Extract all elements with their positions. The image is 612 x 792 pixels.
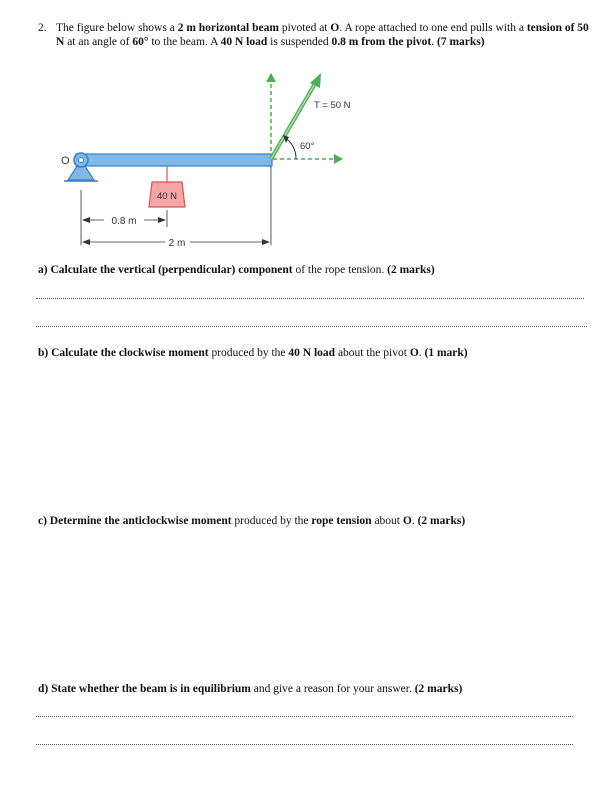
beam <box>76 154 272 166</box>
text-run: b) Calculate the <box>38 347 119 359</box>
text-run: vertical (perpendicular) component <box>118 264 293 276</box>
text-run: (2 marks) <box>414 683 463 695</box>
text-run: O <box>330 22 340 34</box>
vertical-component-arrowhead <box>266 73 276 82</box>
text-run: tension of 50 N <box>56 22 589 48</box>
angle-label: 60° <box>300 141 315 152</box>
part-d-question <box>38 683 462 695</box>
horizontal-component-arrowhead <box>334 154 343 164</box>
part-b-question <box>38 347 468 359</box>
text-run: The figure below shows a <box>56 22 178 34</box>
text-run: about the pivot <box>335 347 410 359</box>
part-d-answer-line-1[interactable] <box>36 716 573 717</box>
part-a-question <box>38 264 435 276</box>
text-run: c) Determine the <box>38 515 123 527</box>
text-run: . A rope attached to one end pulls with a <box>339 22 527 34</box>
load-label: 40 N <box>156 191 178 202</box>
text-run: d) State whether the beam is <box>38 683 181 695</box>
text-run: . <box>411 515 418 527</box>
beam-diagram <box>0 0 612 260</box>
text-run: 60° <box>132 35 149 48</box>
tension-label: T = 50 N <box>314 100 351 111</box>
text-run: a) Calculate the <box>38 264 119 276</box>
dim-2m-label: 2 m <box>168 238 186 249</box>
text-run: about <box>371 515 403 527</box>
question-number: 2. <box>38 22 47 34</box>
dim-2m-arrow-left <box>82 239 90 245</box>
text-run: to the beam. A <box>148 35 221 48</box>
text-run: produced by the <box>208 347 289 359</box>
text-run: produced by the <box>231 515 312 527</box>
text-run: (2 marks) <box>417 515 466 527</box>
dim-08-arrow-left <box>82 217 90 223</box>
text-run: is suspended <box>267 35 332 48</box>
pivot-label: O <box>61 155 70 167</box>
dim-08-arrow-right <box>158 217 166 223</box>
text-run: and give a reason for your answer. <box>250 683 415 695</box>
part-a-answer-line-2[interactable] <box>36 326 587 327</box>
text-run: in equilibrium <box>180 683 251 695</box>
pivot-center <box>79 158 84 163</box>
text-run: 2 m horizontal beam <box>177 22 279 34</box>
text-run: rope tension <box>311 515 372 527</box>
text-run: clockwise moment <box>118 347 209 359</box>
text-run: (1 mark) <box>424 347 468 359</box>
text-run: . <box>431 35 438 48</box>
part-a-answer-line-1[interactable] <box>36 298 584 299</box>
text-run: O <box>402 515 412 527</box>
text-run: 40 N load <box>220 35 268 48</box>
dim-08-label: 0.8 m <box>111 216 137 227</box>
text-run: pivoted at <box>278 22 331 34</box>
text-run: 40 N load <box>288 347 336 359</box>
text-run: (7 marks) <box>437 35 485 48</box>
text-run: . <box>418 347 425 359</box>
part-d-answer-line-2[interactable] <box>36 744 573 745</box>
text-run: O <box>409 347 419 359</box>
part-c-question <box>38 515 465 527</box>
dim-2m-arrow-right <box>262 239 270 245</box>
text-run: anticlockwise moment <box>122 515 232 527</box>
text-run: 0.8 m from the pivot <box>331 35 432 48</box>
text-run: at an angle of <box>64 35 133 48</box>
text-run: of the rope tension. <box>292 264 388 276</box>
text-run: (2 marks) <box>387 264 435 276</box>
